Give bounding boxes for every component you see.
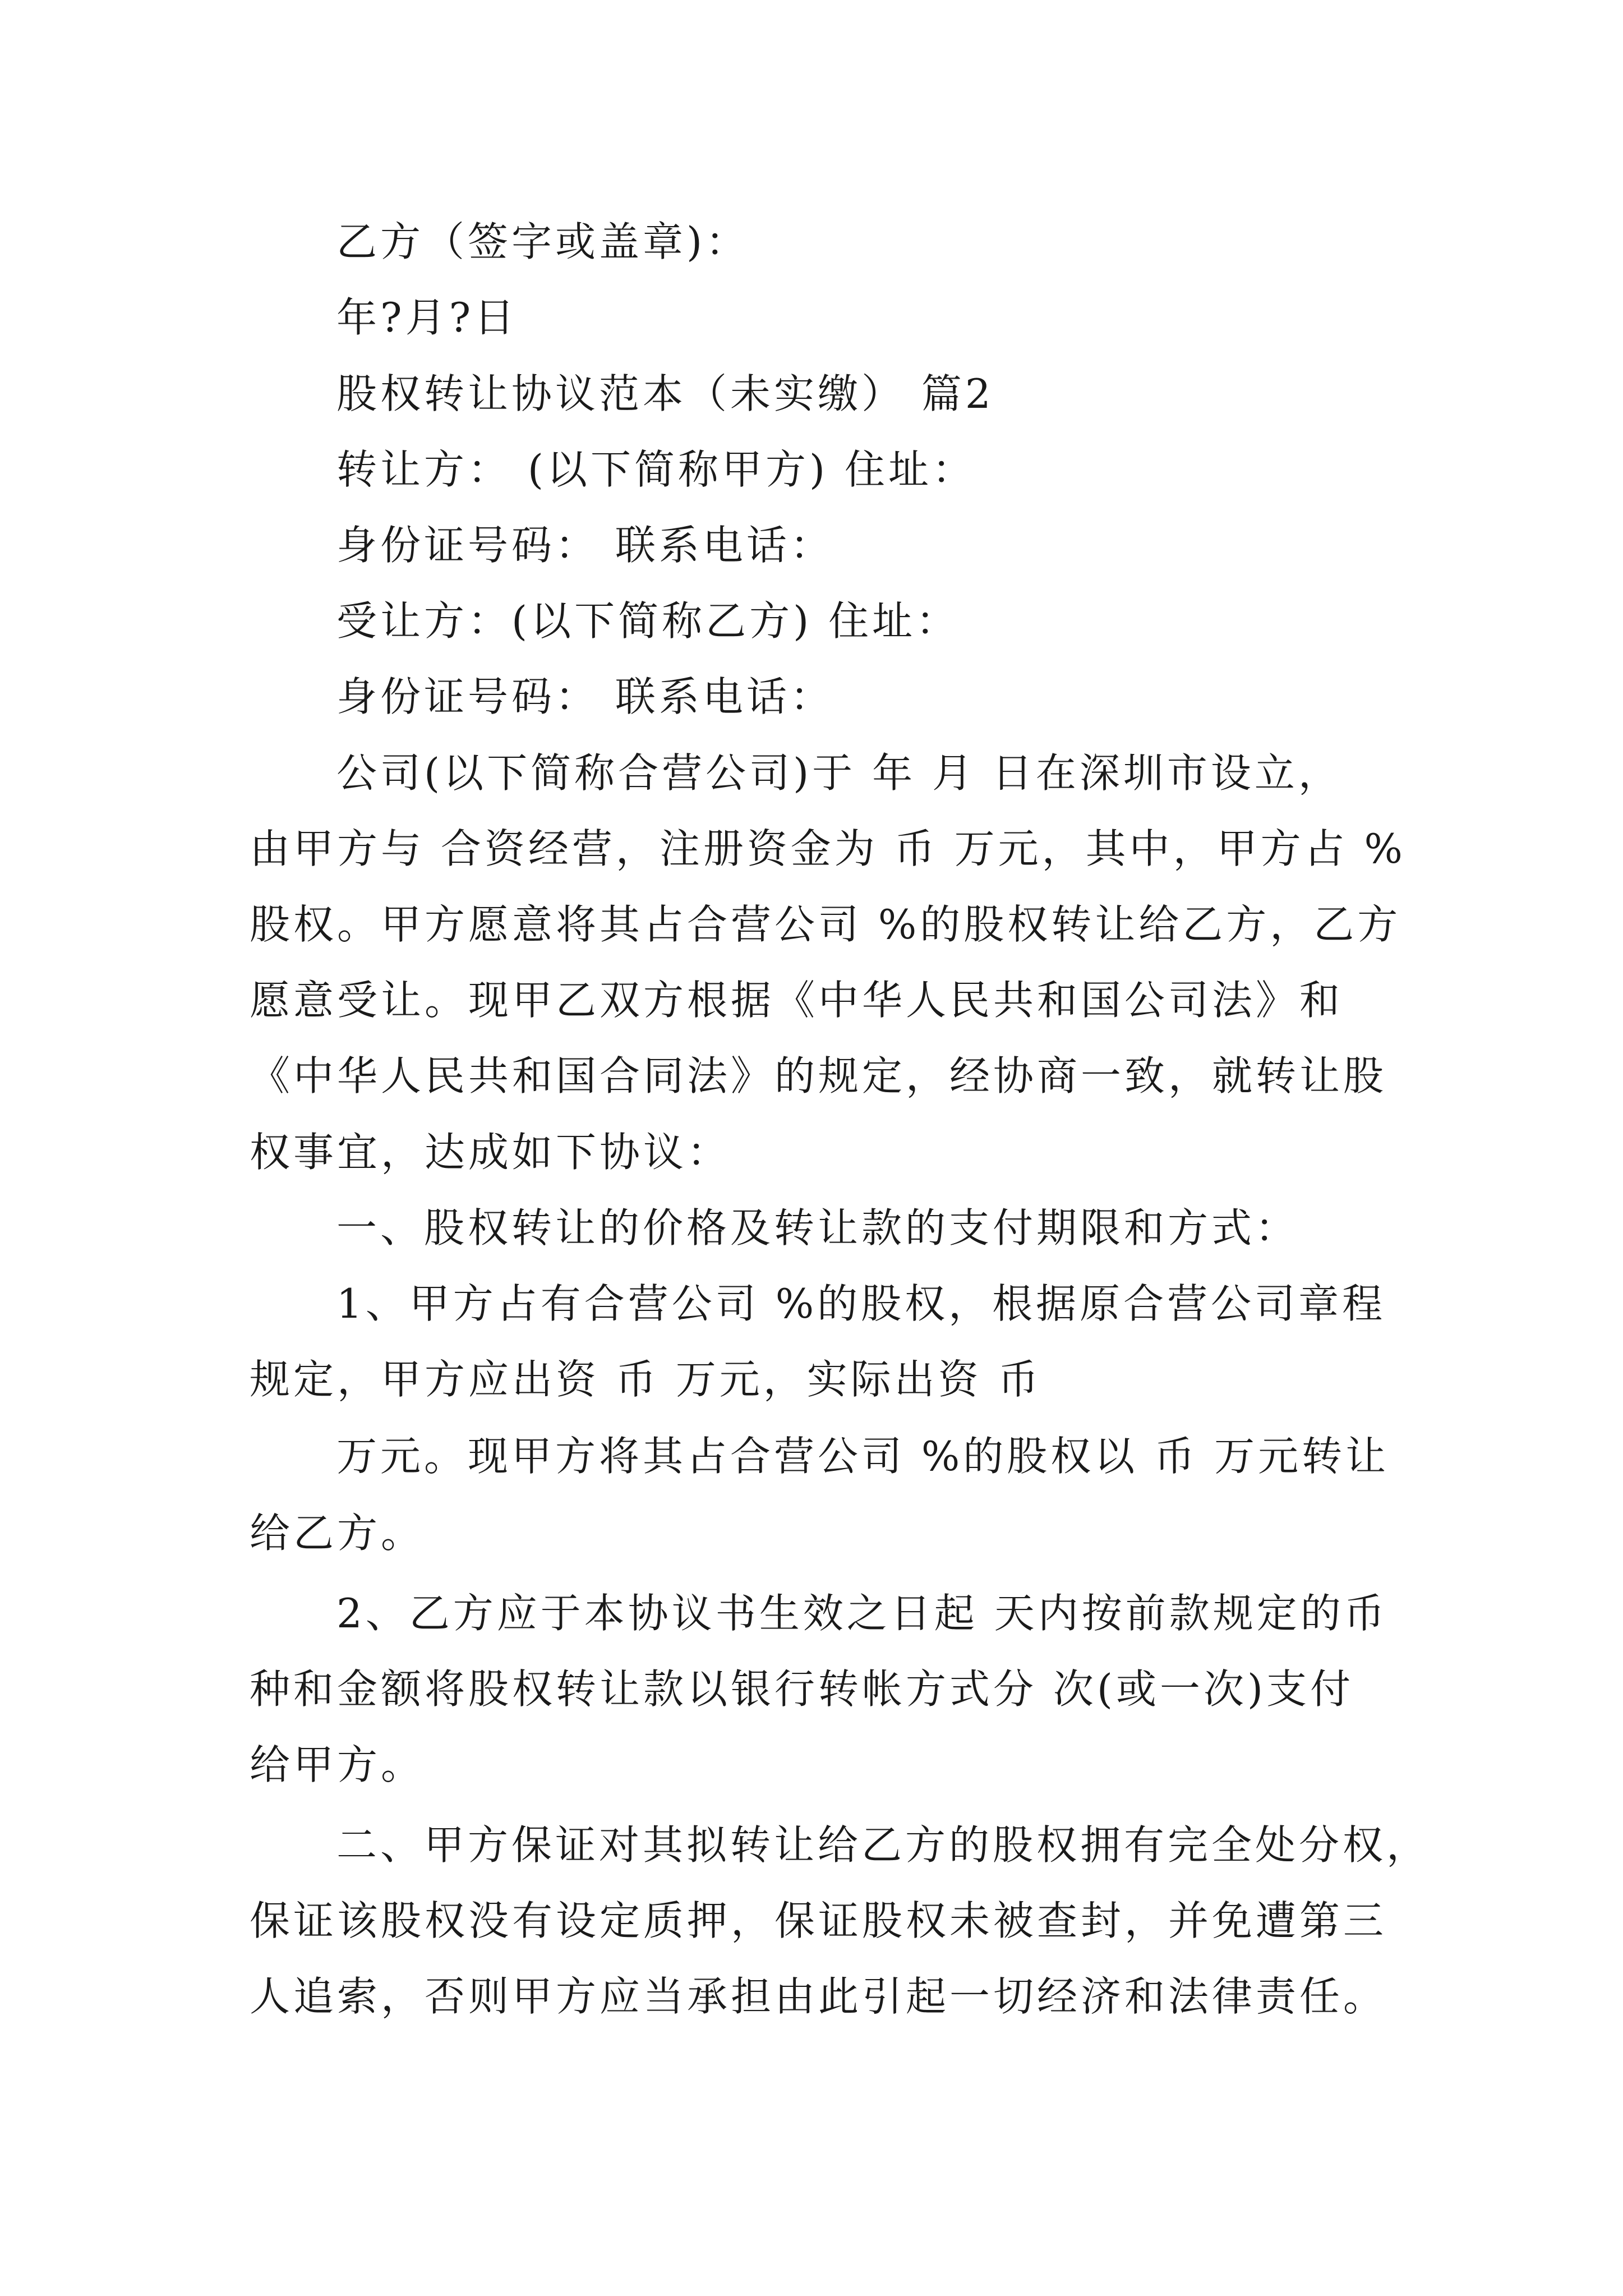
paragraph-line: 股权。甲方愿意将其占合营公司 %的股权转让给乙方，乙方: [250, 901, 1401, 948]
transferee-line: 受让方：(以下简称乙方) 住址：: [336, 597, 960, 645]
paragraph-line: 愿意受让。现甲乙双方根据《中华人民共和国公司法》和: [250, 977, 1344, 1024]
transferor-id-line: 身份证号码： 联系电话：: [336, 522, 834, 569]
clause-line: 种和金额将股权转让款以银行转帐方式分 次(或一次)支付: [250, 1665, 1354, 1713]
clause-line: 规定，甲方应出资 币 万元，实际出资 币: [250, 1356, 1042, 1403]
clause-line: 二、甲方保证对其拟转让给乙方的股权拥有完全处分权，: [336, 1821, 1431, 1869]
date-line: 年?月?日: [336, 294, 518, 341]
paragraph-line: 《中华人民共和国合同法》的规定，经协商一致，就转让股: [250, 1052, 1387, 1099]
transferee-id-line: 身份证号码： 联系电话：: [336, 673, 834, 720]
section-title: 股权转让协议范本（未实缴） 篇2: [336, 370, 994, 417]
paragraph-line: 权事宜，达成如下协议：: [250, 1129, 731, 1176]
paragraph-line: 由甲方与 合资经营，注册资金为 币 万元，其中，甲方占 %: [250, 825, 1406, 872]
clause-line: 给甲方。: [250, 1741, 425, 1788]
clause-line: 万元。现甲方将其占合营公司 %的股权以 币 万元转让: [336, 1433, 1390, 1480]
party-b-signature-line: 乙方（签字或盖章)：: [336, 218, 750, 265]
clause-line: 保证该股权没有设定质押，保证股权未被查封，并免遭第三: [250, 1897, 1387, 1944]
clause-line: 给乙方。: [250, 1510, 425, 1557]
clause-line: 1、甲方占有合营公司 %的股权，根据原合营公司章程: [336, 1280, 1386, 1327]
clause-line: 2、乙方应于本协议书生效之日起 天内按前款规定的币: [336, 1590, 1388, 1637]
transferor-line: 转让方： (以下简称甲方) 住址：: [336, 446, 976, 493]
paragraph-line: 公司(以下简称合营公司)于 年 月 日在深圳市设立，: [336, 749, 1342, 797]
clause-line: 人追索，否则甲方应当承担由此引起一切经济和法律责任。: [250, 1973, 1387, 2020]
clause-heading: 一、股权转让的价格及转让款的支付期限和方式：: [336, 1204, 1299, 1251]
